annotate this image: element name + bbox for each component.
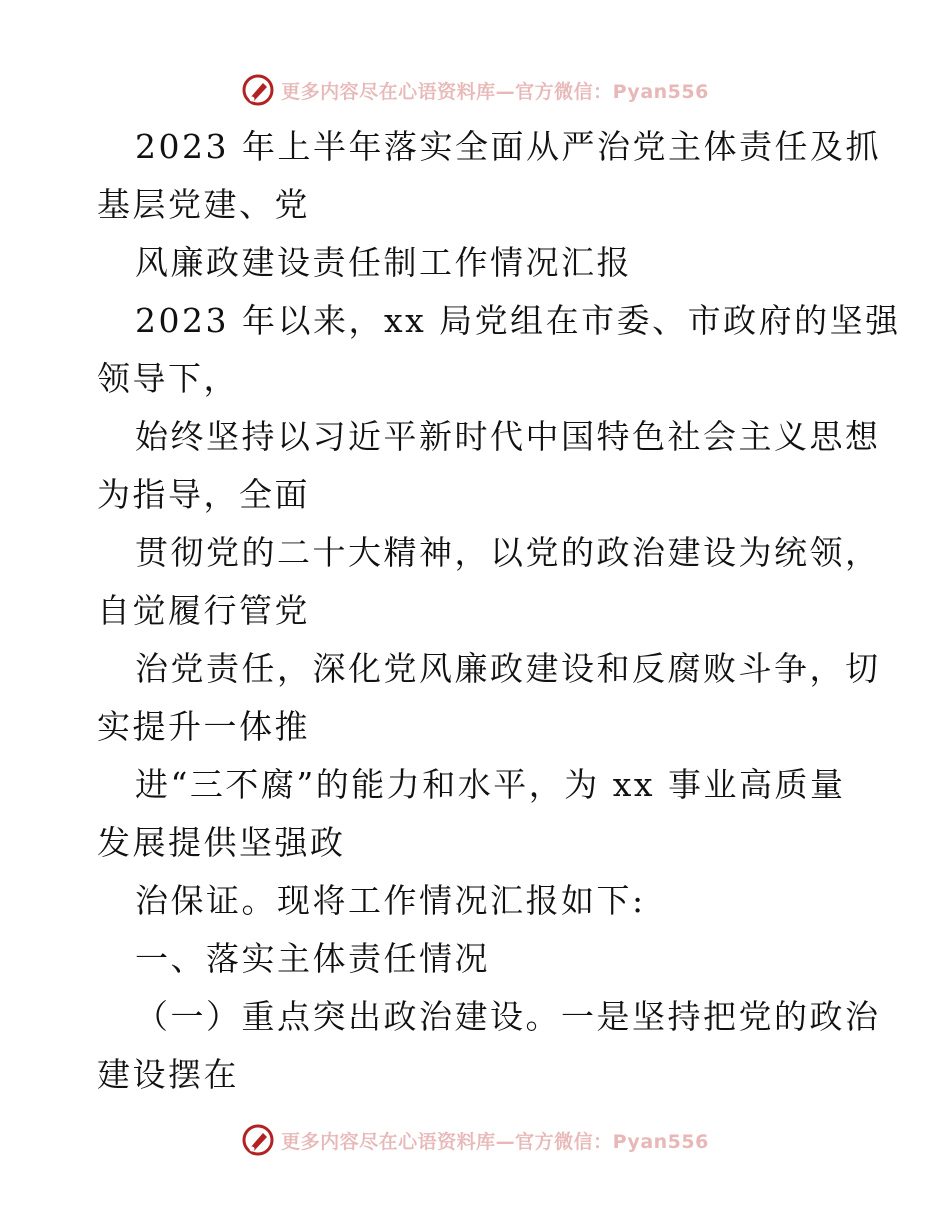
pen-logo-icon <box>241 73 275 107</box>
pen-logo-icon <box>241 1123 275 1157</box>
text-line: 2023 年以来，xx 局党组在市委、市政府的坚强 <box>135 301 901 340</box>
text-line: 实提升一体推 <box>97 707 310 746</box>
text-line: 一、落实主体责任情况 <box>135 939 490 978</box>
text-line: 始终坚持以习近平新时代中国特色社会主义思想 <box>135 417 881 456</box>
text-line: 治保证。现将工作情况汇报如下: <box>135 881 646 920</box>
text-line: （一）重点突出政治建设。一是坚持把党的政治 <box>135 997 881 1036</box>
text-line: 领导下， <box>97 359 239 398</box>
text-line: 自觉履行管党 <box>97 591 310 630</box>
text-line: 为指导，全面 <box>97 475 310 514</box>
watermark-banner-top <box>0 70 950 110</box>
text-line: 基层党建、党 <box>97 185 310 224</box>
text-line: 进“三不腐”的能力和水平，为 xx 事业高质量 <box>135 765 846 804</box>
text-line: 贯彻党的二十大精神，以党的政治建设为统领， <box>135 533 881 572</box>
watermark-banner-bottom <box>0 1120 950 1160</box>
text-line: 治党责任，深化党风廉政建设和反腐败斗争，切 <box>135 649 881 688</box>
text-line: 2023 年上半年落实全面从严治党主体责任及抓 <box>135 127 881 166</box>
watermark-text: 更多内容尽在心语资料库—官方微信：Pyan556 <box>281 80 709 103</box>
text-line: 风廉政建设责任制工作情况汇报 <box>135 243 632 282</box>
document-body <box>97 118 901 1104</box>
text-line: 发展提供坚强政 <box>97 823 346 862</box>
text-line: 建设摆在 <box>97 1055 239 1094</box>
watermark-text: 更多内容尽在心语资料库—官方微信：Pyan556 <box>281 1130 709 1153</box>
